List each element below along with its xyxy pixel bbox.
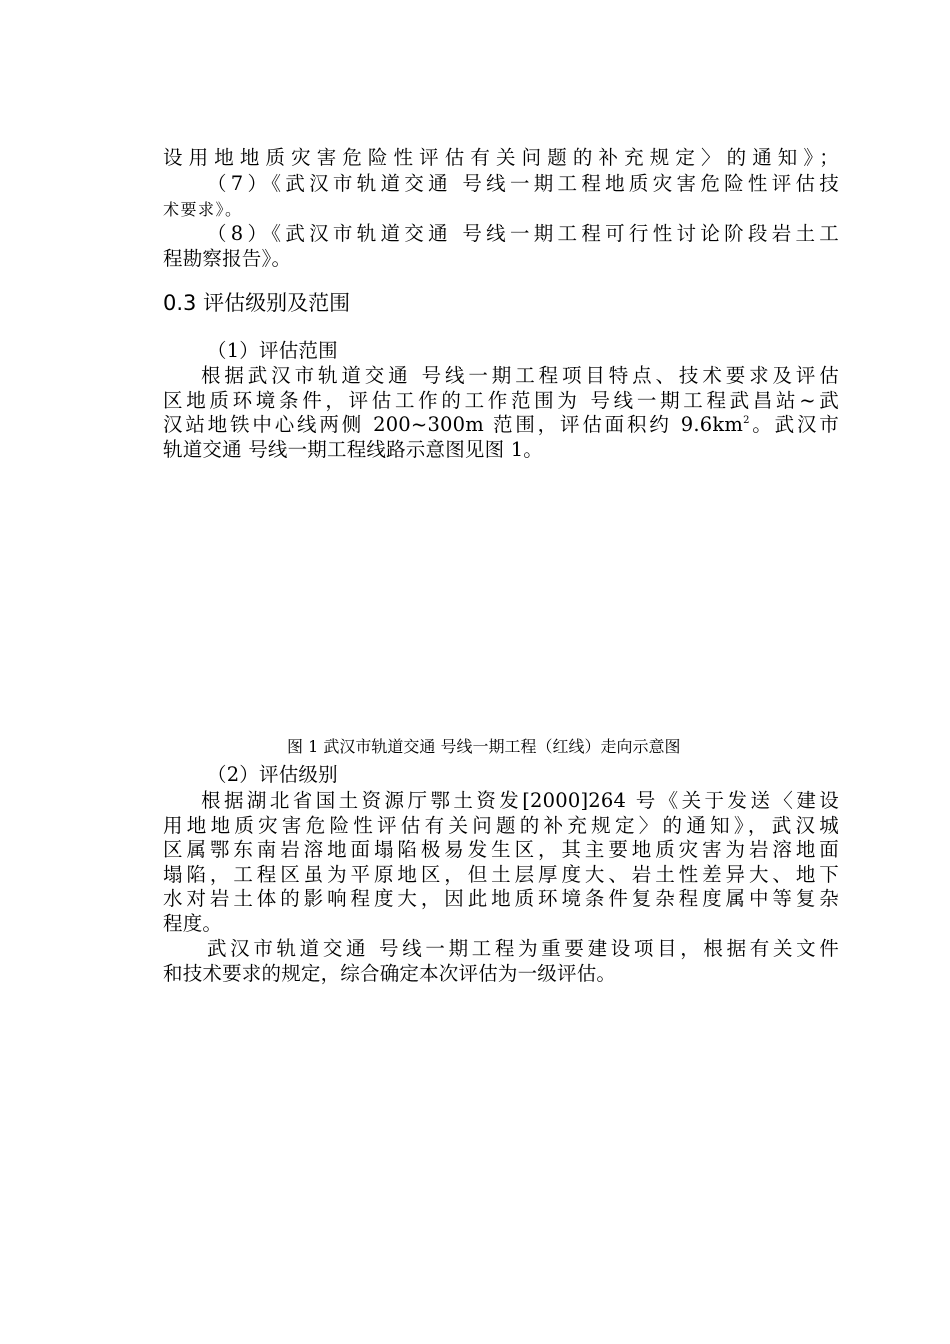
subheading-scope: （1）评估范围 [207,339,338,362]
text-line: （7）《武汉市轨道交通 号线一期工程地质灾害危险性评估技 [207,172,839,195]
figure-placeholder [163,470,839,730]
text-segment: 汉站地铁中心线两侧 200~300m 范围，评估面积约 9.6km [163,413,744,436]
text-line: 塌陷，工程区虽为平原地区，但土层厚度大、岩土性差异大、地下 [163,863,839,886]
text-line: 程勘察报告》。 [163,247,292,270]
text-line: 根据湖北省国土资源厅鄂土资发[2000]264 号《关于发送〈建设 [201,789,839,812]
subheading-level: （2）评估级别 [207,763,338,786]
figure-caption: 图 1 武汉市轨道交通 号线一期工程（红线）走向示意图 [287,737,681,756]
text-line: 区属鄂东南岩溶地面塌陷极易发生区，其主要地质灾害为岩溶地面 [163,838,839,861]
text-line: 设用地地质灾害危险性评估有关问题的补充规定〉的通知》； [163,146,839,169]
text-segment: 。武汉市 [749,413,839,436]
text-line: 术要求》。 [163,200,243,219]
text-line: 和技术要求的规定，综合确定本次评估为一级评估。 [163,962,617,985]
text-line: 用地地质灾害危险性评估有关问题的补充规定〉的通知》，武汉城 [163,814,839,837]
text-line [163,413,839,437]
text-line: 水对岩土体的影响程度大，因此地质环境条件复杂程度属中等复杂 [163,887,839,910]
text-line: 轨道交通 号线一期工程线路示意图见图 1。 [163,438,544,461]
section-heading: 0.3 评估级别及范围 [163,291,351,315]
text-line: 根据武汉市轨道交通 号线一期工程项目特点、技术要求及评估 [201,364,839,387]
text-line: 区地质环境条件，评估工作的工作范围为 号线一期工程武昌站~武 [163,389,839,412]
text-line: 武汉市轨道交通 号线一期工程为重要建设项目，根据有关文件 [207,937,839,960]
text-line: 程度。 [163,912,223,935]
superscript: 2 [743,415,750,426]
text-line: （8）《武汉市轨道交通 号线一期工程可行性讨论阶段岩土工 [207,222,839,245]
